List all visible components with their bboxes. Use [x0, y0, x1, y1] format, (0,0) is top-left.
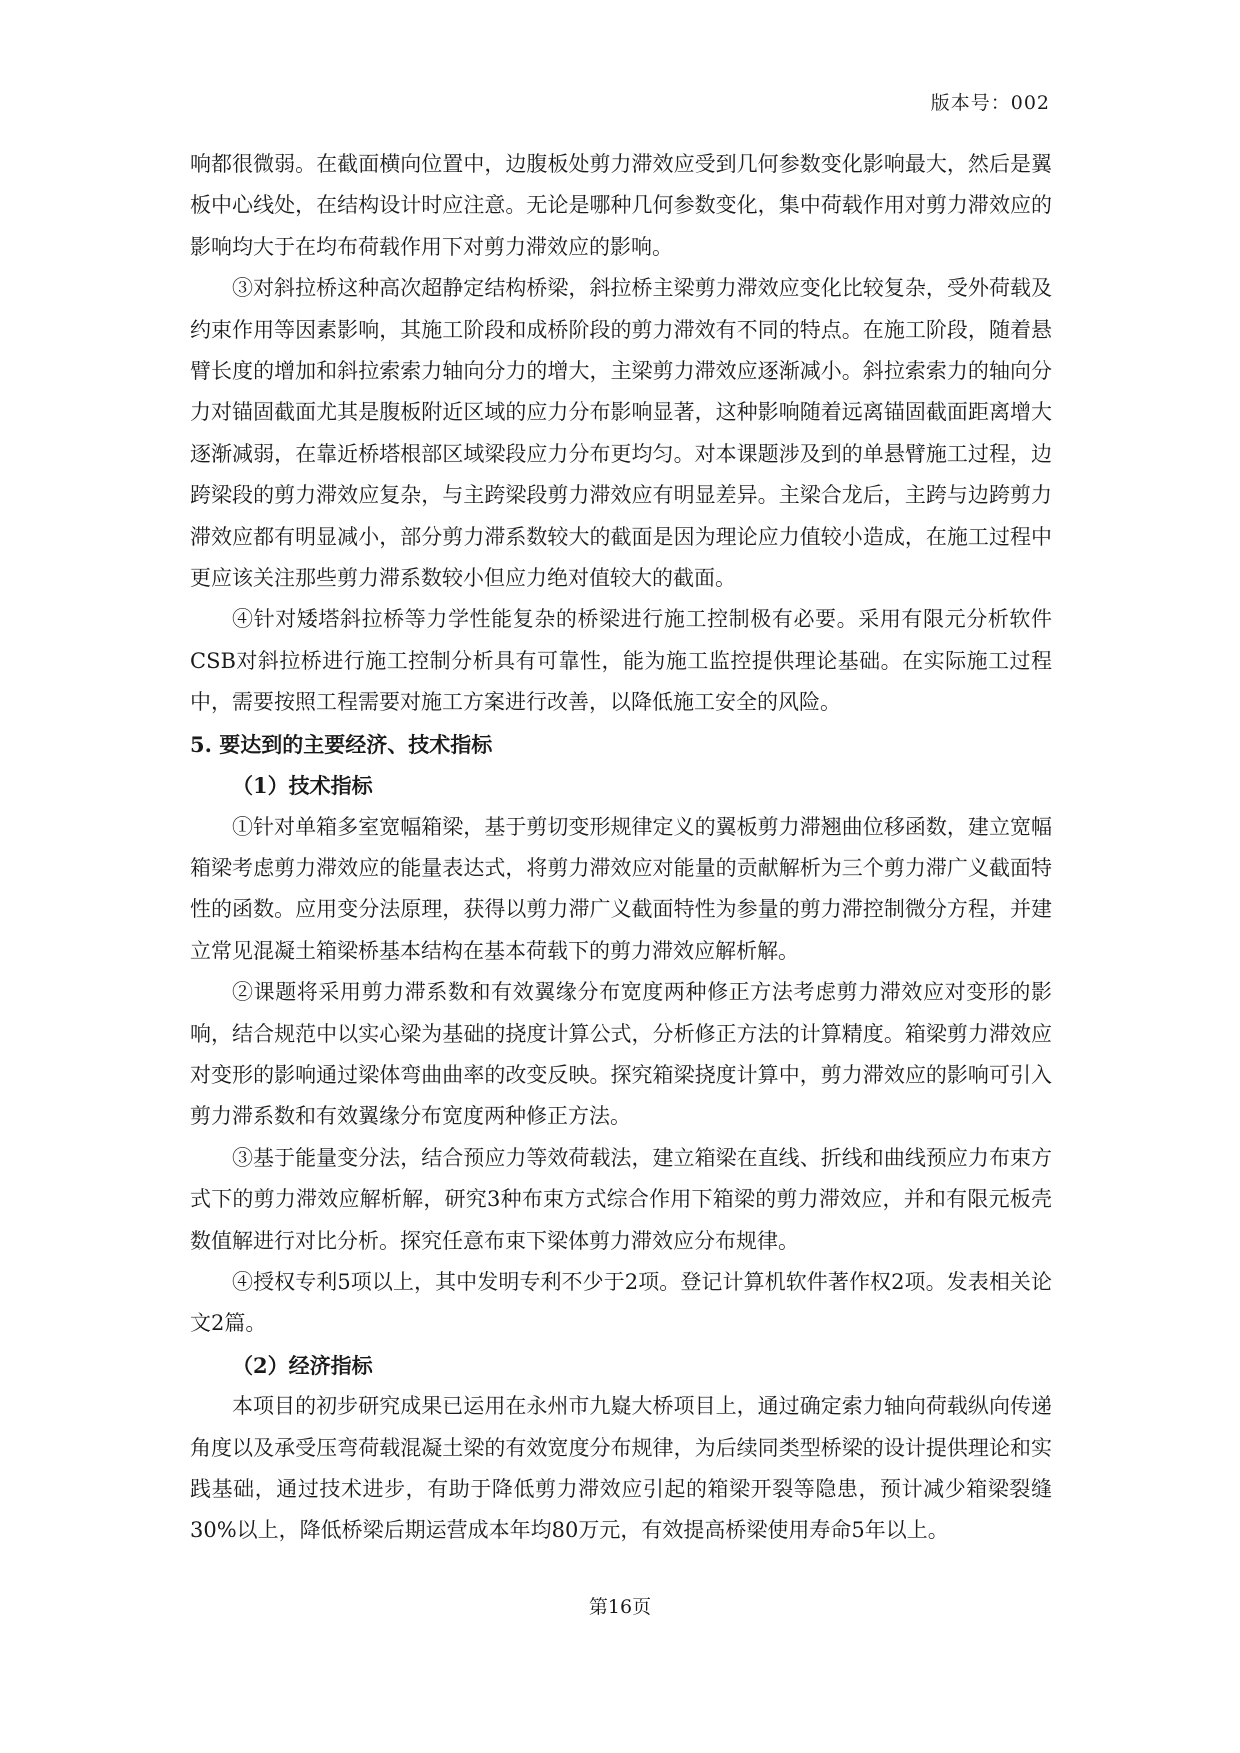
paragraph-technical-4: ④授权专利5项以上，其中发明专利不少于2项。登记计算机软件著作权2项。发表相关论文2篇。: [190, 1269, 1052, 1336]
paragraph-cable-stayed-bridge: ③对斜拉桥这种高次超静定结构桥梁，斜拉桥主梁剪力滞效应变化比较复杂，受外荷载及约束作用等因素影响，其施工阶段和成桥阶段的剪力滞效有不同的特点。在施工阶段，随着悬臂长度的增加和斜拉索索力轴向分力的增大，主梁剪力滞效应逐渐减小。斜拉索索力的轴向分力对锚固截面尤其是腹板附近区域的应力分布影响显著，这种影响随着远离锚固截面距离增大逐渐减弱，在靠近桥塔根部区域梁段应力分布更均匀。对本课题涉及到的单悬臂施工过程，边跨梁段的剪力滞效应复杂，与主跨梁段剪力滞效应有明显差异。主梁合龙后，主跨与边跨剪力滞效应都有明显减小，部分剪力滞系数较大的截面是因为理论应力值较小造成，在施工过程中更应该关注那些剪力滞系数较小但应力绝对值较大的截面。: [190, 276, 1052, 591]
paragraph-economic: 本项目的初步研究成果已运用在永州市九嶷大桥项目上，通过确定索力轴向荷载纵向传递角度以及承受压弯荷载混凝土梁的有效宽度分布规律，为后续同类型桥梁的设计提供理论和实践基础，通过技术进步，有助于降低剪力滞效应引起的箱梁开裂等隐患，预计减少箱梁裂缝30%以上，降低桥梁后期运营成本年均80万元，有效提高桥梁使用寿命5年以上。: [190, 1394, 1052, 1543]
section-heading-indicators: 5. 要达到的主要经济、技术指标: [190, 731, 493, 757]
paragraph-technical-3: ③基于能量变分法，结合预应力等效荷载法，建立箱梁在直线、折线和曲线预应力布束方式下的剪力滞效应解析解，研究3种布束方式综合作用下箱梁的剪力滞效应，并和有限元板壳数值解进行对比分析。探究任意布束下梁体剪力滞效应分布规律。: [190, 1145, 1052, 1253]
document-body: [190, 144, 1052, 1552]
version-number: 版本号：002: [930, 92, 1050, 114]
subsection-heading-economic: （2）经济指标: [232, 1352, 373, 1378]
page-number: 第16页: [588, 1596, 652, 1618]
paragraph-construction-control: ④针对矮塔斜拉桥等力学性能复杂的桥梁进行施工控制极有必要。采用有限元分析软件CSB对斜拉桥进行施工控制分析具有可靠性，能为施工监控提供理论基础。在实际施工过程中，需要按照工程需要对施工方案进行改善，以降低施工安全的风险。: [190, 607, 1052, 715]
paragraph-technical-2: ②课题将采用剪力滞系数和有效翼缘分布宽度两种修正方法考虑剪力滞效应对变形的影响，结合规范中以实心梁为基础的挠度计算公式，分析修正方法的计算精度。箱梁剪力滞效应对变形的影响通过梁体弯曲曲率的改变反映。探究箱梁挠度计算中，剪力滞效应的影响可引入剪力滞系数和有效翼缘分布宽度两种修正方法。: [190, 980, 1052, 1129]
subsection-heading-technical: （1）技术指标: [232, 773, 373, 799]
paragraph-technical-1: ①针对单箱多室宽幅箱梁，基于剪切变形规律定义的翼板剪力滞翘曲位移函数，建立宽幅箱梁考虑剪力滞效应的能量表达式，将剪力滞效应对能量的贡献解析为三个剪力滞广义截面特性的函数。应用变分法原理，获得以剪力滞广义截面特性为参量的剪力滞控制微分方程，并建立常见混凝土箱梁桥基本结构在基本荷载下的剪力滞效应解析解。: [190, 814, 1052, 963]
paragraph-continued: 响都很微弱。在截面横向位置中，边腹板处剪力滞效应受到几何参数变化影响最大，然后是翼板中心线处，在结构设计时应注意。无论是哪种几何参数变化，集中荷载作用对剪力滞效应的影响均大于在均布荷载作用下对剪力滞效应的影响。: [190, 152, 1052, 259]
